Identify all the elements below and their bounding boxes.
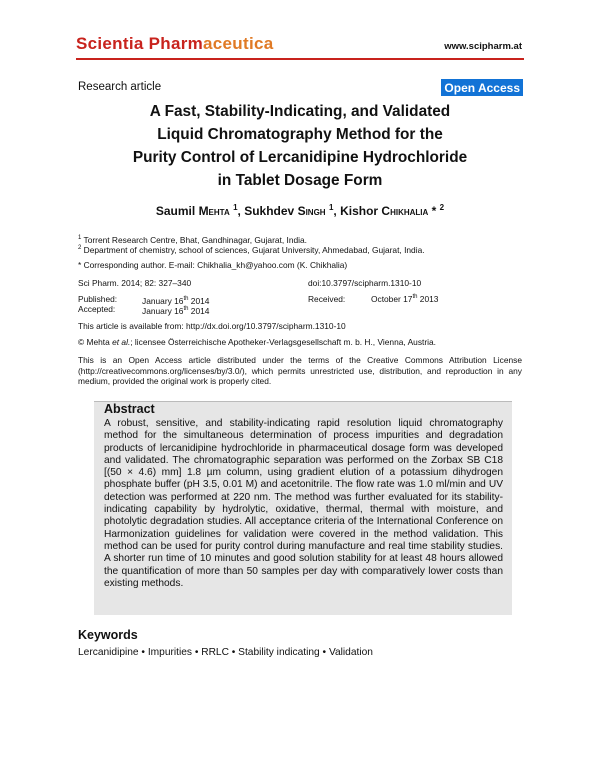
accepted-date [142,304,209,316]
abstract-heading: Abstract [104,402,155,416]
date-day: January 16 [142,295,184,306]
title-line: A Fast, Stability-Indicating, and Validated [149,103,451,120]
affiliation-number: 2 [78,245,82,251]
copyright-text: ; licensee Österreichische Apotheker-Verlagsgesellschaft m. b. H., Vienna, Austria. [130,337,436,347]
title-line: Purity Control of Lercanidipine Hydrochloride [132,149,468,166]
date-suffix: th [412,294,418,301]
affiliation-text: Department of chemistry, school of sciences, Gujarat University, Ahmedabad, Gujarat, India. [83,244,425,255]
corresponding-author: * Corresponding author. E-mail: Chikhalia_kh@yahoo.com (K. Chikhalia) [78,260,348,270]
received-label: Received: [308,294,346,304]
date-year: 2013 [419,294,439,304]
doi[interactable]: doi:10.3797/scipharm.1310-10 [308,278,422,288]
date-year: 2014 [190,295,210,306]
keywords-list: Lercanidipine • Impurities • RRLC • Stability indicating • Validation [78,647,373,658]
author-given: Kishor [340,204,379,218]
licence-statement: This is an Open Access article distributed under the terms of the Creative Commons Attribution License (http://creativecommons.org/licenses/by/3.0/), which permits unrestricted use, distribution, and reproduction in any medium, provided the original work is properly cited. [78,355,522,387]
affiliation-number: 1 [78,235,82,241]
author-given: Saumil [155,204,196,218]
open-access-badge: Open Access [441,79,523,96]
copyright-text: © Mehta [78,337,113,347]
accepted-label: Accepted: [78,304,116,314]
author-corresponding-star: * [431,204,437,218]
journal-website[interactable]: www.scipharm.at [444,41,522,52]
journal-name-part-a: Scientia Pharm [76,34,204,53]
author-affiliation: 2 [439,203,445,212]
journal-name-part-b: aceutica [203,34,274,53]
author-family: Mehta [198,204,230,218]
copyright [78,337,436,348]
abstract-text: A robust, sensitive, and stability-indicating rapid resolution liquid chromatography method for the simultaneous determination of process impurities and degradation products of lercanidipine hydrochloride in pharmaceutical dosage form was developed and validated. The chromatographic separation was performed on the Zorbax SB C18 [(50 × 4.6) mm] 1.8 µm column, using gradient elution of a potassium dihydrogen phosphate buffer (pH 3.5, 0.01 M) and acetonitrile. The flow rate was 1.0 ml/min and UV detection was performed at 220 nm. The method was further evaluated for its stability-indicating capability by hydrolytic, oxidative, thermal, thermal with moisture, and photolytic degradation studies. All acceptance criteria of the International Conference on Harmonization guidelines for validation were covered in the method validation. This method can be used for purity control during manufacture and real time stability studies. A shorter run time of 10 minutes and good solution stability for at least 48 hours allowed the quantification of more than 50 samples per day with comparatively lower costs than existing methods. [104,418,503,589]
journal-name [76,34,273,54]
article-title [60,100,540,192]
author-family: Singh [297,204,326,218]
author-given: Sukhdev [244,204,295,218]
date-suffix: th [183,306,189,312]
received-date [371,294,438,304]
date-day: October 17 [371,294,413,304]
article-type: Research article [78,81,162,93]
copyright-etal: et al. [112,337,131,347]
date-year: 2014 [190,305,210,316]
title-line: in Tablet Dosage Form [217,172,383,189]
author-list: Saumil Mehta $^1$, Sukhdev Singh $^1$, Kishor Chikhalia * $^2$ [155,203,445,218]
citation: Sci Pharm. 2014; 82: 327–340 [78,278,192,288]
author-affiliation: 1 [328,203,334,212]
date-suffix: th [183,296,189,302]
header-rule [76,58,524,60]
date-day: January 16 [142,305,184,316]
keywords-heading: Keywords [78,628,138,642]
published-label: Published: [78,294,118,304]
affiliation-2 [78,243,425,255]
author-family: Chikhalia [381,204,429,218]
availability-link[interactable]: This article is available from: http://dx.doi.org/10.3797/scipharm.1310-10 [78,321,346,331]
title-line: Liquid Chromatography Method for the [157,126,443,143]
author-affiliation: 1 [233,203,238,212]
affiliation-text: Torrent Research Centre, Bhat, Gandhinagar, Gujarat, India. [83,234,307,245]
